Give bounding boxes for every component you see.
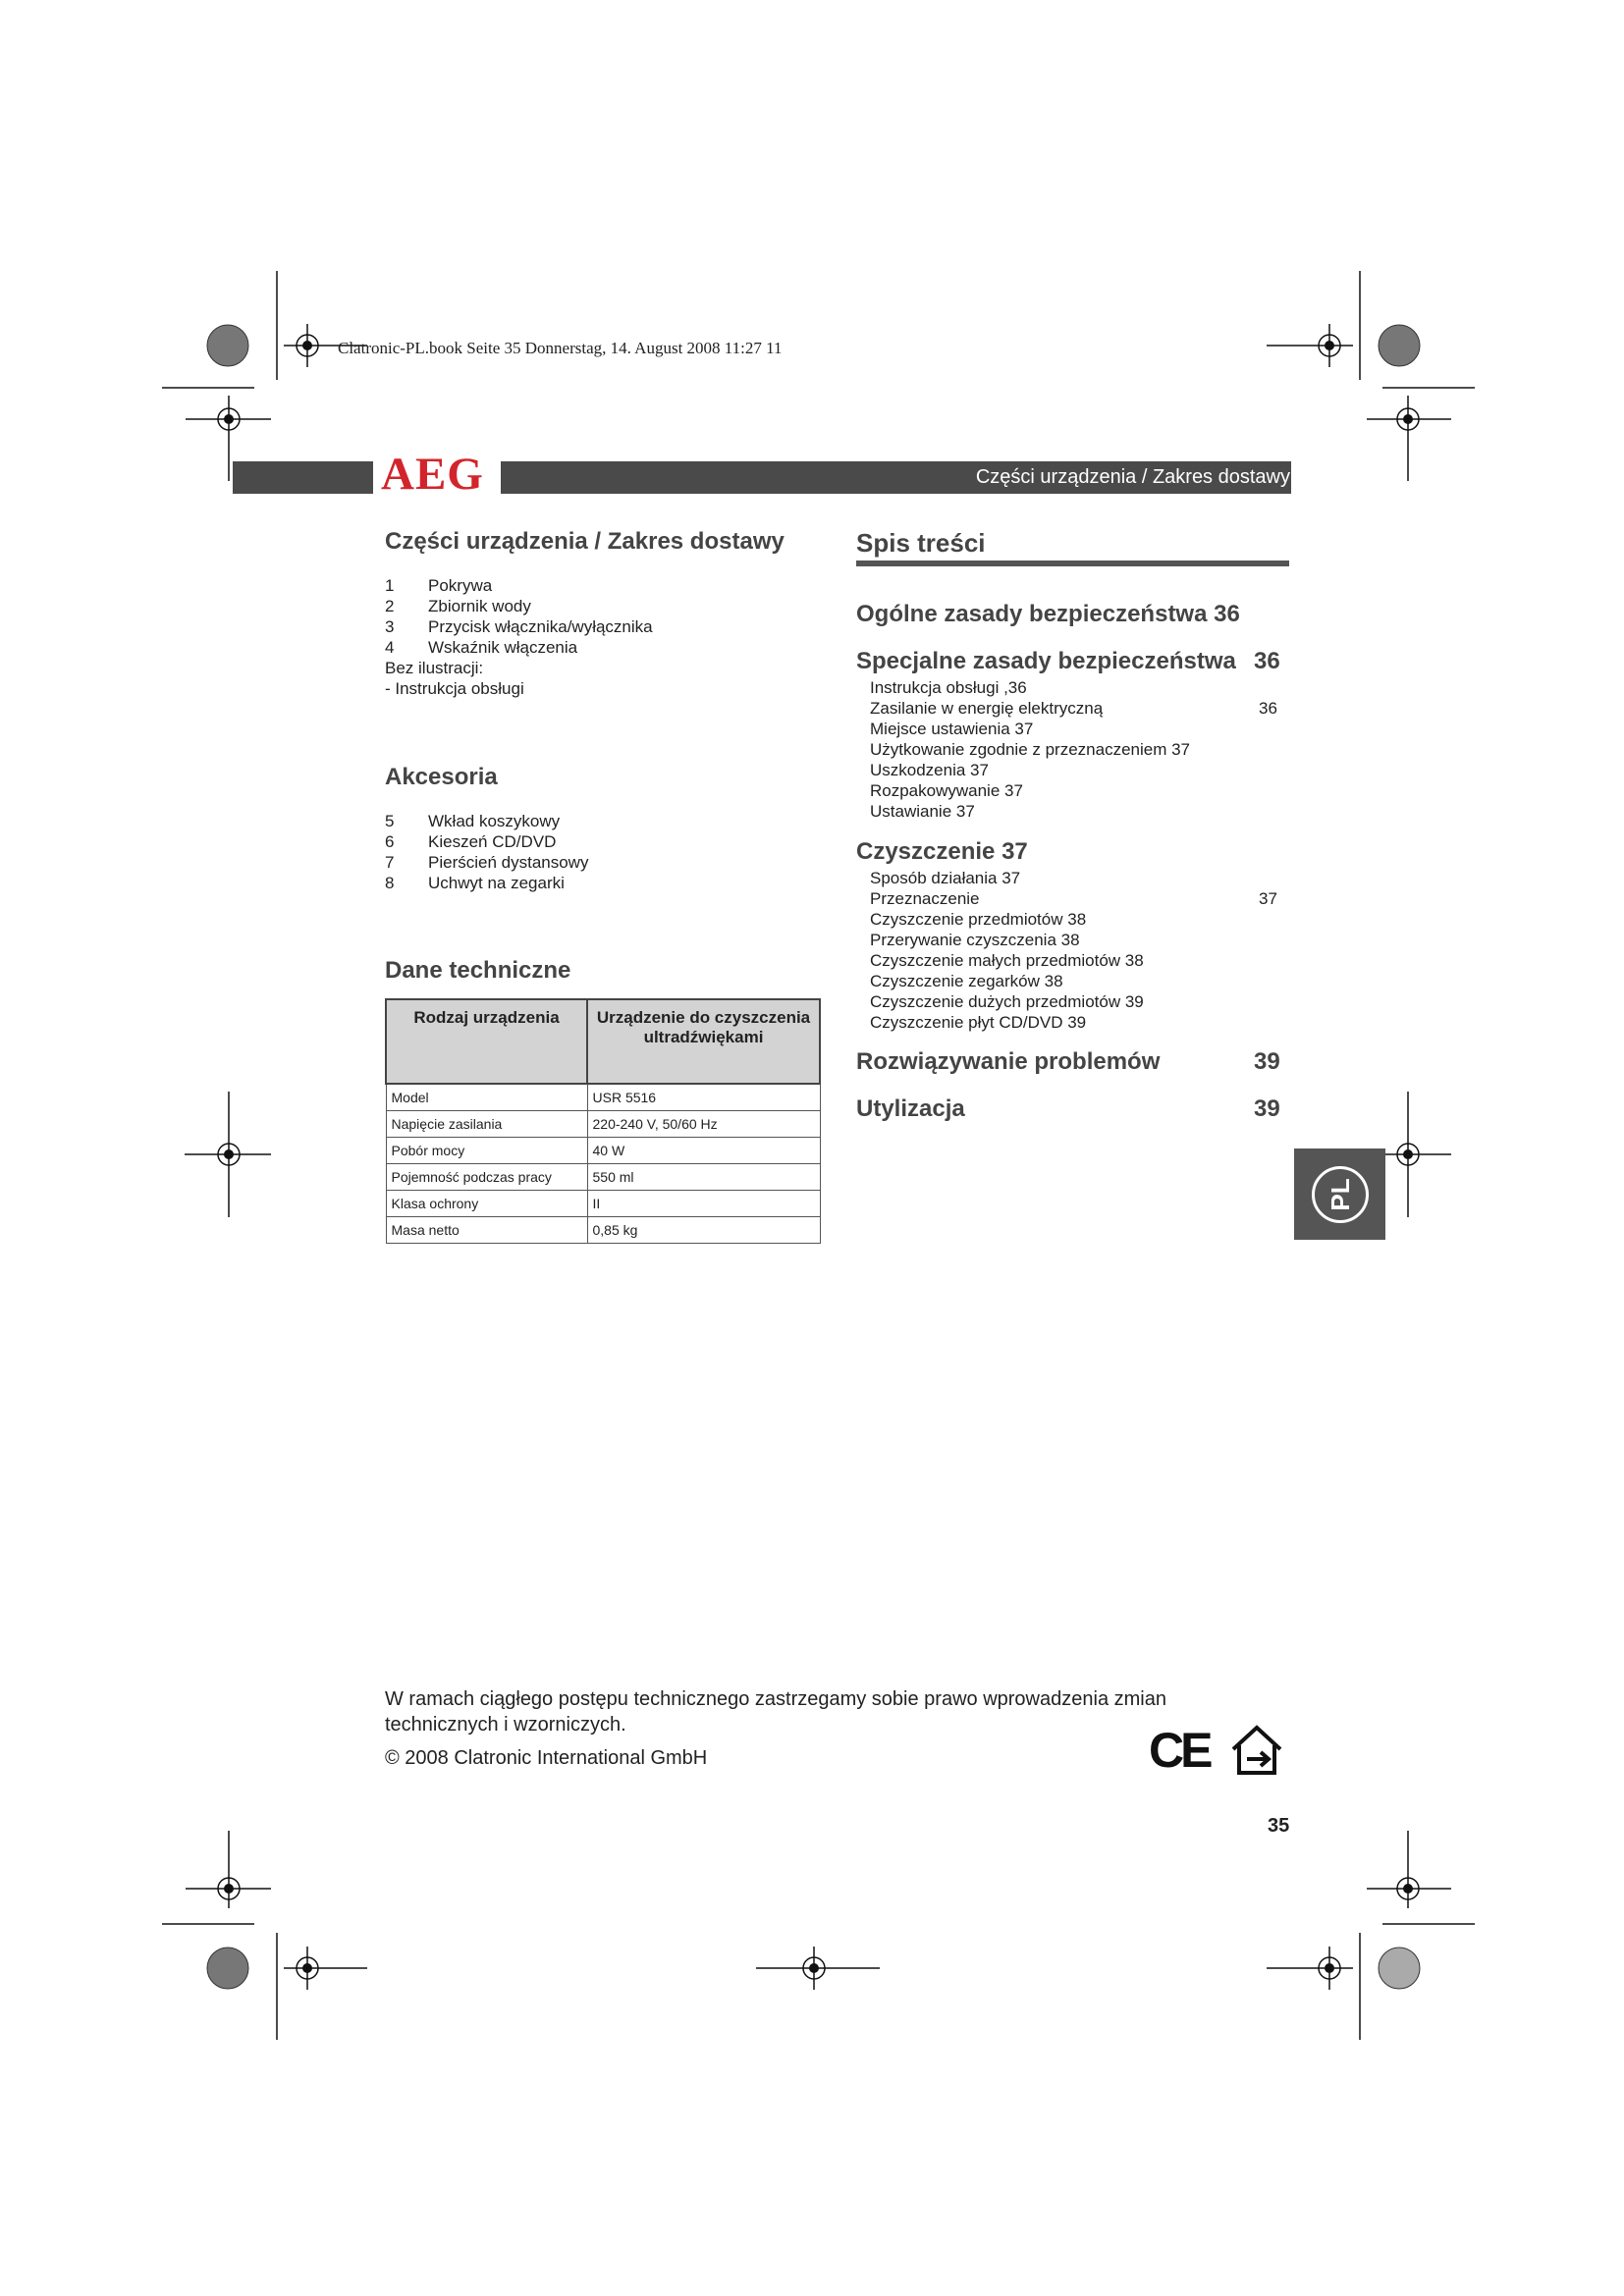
table-row: Masa netto 0,85 kg — [386, 1217, 820, 1244]
table-row: Pobór mocy 40 W — [386, 1138, 820, 1164]
footer-notice-line1: W ramach ciągłego postępu technicznego zastrzegamy sobie prawo wprowadzenia zmian — [385, 1688, 1166, 1710]
toc-section-special-safety[interactable]: Specjalne zasady bezpieczeństwa 36 — [856, 648, 1280, 674]
language-badge: PL — [1312, 1166, 1369, 1223]
parts-title: Części urządzenia / Zakres dostawy — [385, 528, 785, 555]
toc-item[interactable]: Czyszczenie dużych przedmiotów 39 — [870, 992, 1144, 1011]
parts-list — [385, 575, 653, 699]
toc-item[interactable]: Sposób działania 37 — [870, 869, 1021, 887]
toc-rule — [856, 561, 1289, 566]
list-item: 3 Przycisk włącznika/wyłącznika — [385, 617, 653, 636]
footer-notice-line2: technicznych i wzorniczych. — [385, 1714, 626, 1735]
ce-mark: CE — [1149, 1723, 1210, 1778]
toc-section-troubleshooting[interactable]: Rozwiązywanie problemów 39 — [856, 1048, 1280, 1075]
page-number: 35 — [1268, 1815, 1290, 1837]
list-item: 2 Zbiornik wody — [385, 597, 531, 615]
header-left: Rodzaj urządzenia — [386, 999, 587, 1084]
toc-item[interactable]: Przeznaczenie 37 — [870, 889, 1277, 908]
technical-table — [385, 998, 821, 1244]
toc-item[interactable]: Użytkowanie zgodnie z przeznaczeniem 37 — [870, 740, 1191, 759]
table-row: Klasa ochrony II — [386, 1191, 820, 1217]
toc-item[interactable]: Ustawianie 37 — [870, 802, 975, 821]
toc-item[interactable]: Instrukcja obsługi ,36 — [870, 678, 1027, 697]
header-title: Części urządzenia / Zakres dostawy — [975, 466, 1290, 488]
toc-item[interactable]: Czyszczenie zegarków 38 — [870, 972, 1063, 990]
toc-item[interactable]: Przerywanie czyszczenia 38 — [870, 931, 1080, 949]
list-item: 7 Pierścień dystansowy — [385, 853, 589, 872]
toc-item[interactable]: Zasilanie w energię elektryczną 36 — [870, 699, 1277, 718]
house-recycling-icon — [1227, 1722, 1286, 1777]
toc-title: Spis treści — [856, 528, 986, 558]
table-row: Model USR 5516 — [386, 1084, 820, 1111]
list-item: 5 Wkład koszykowy — [385, 812, 561, 830]
slug-line: Clatronic-PL.book Seite 35 Donnerstag, 14. August 2008 11:27 11 — [338, 339, 783, 357]
brand-logo: AEG — [381, 449, 484, 500]
technical-title: Dane techniczne — [385, 957, 571, 984]
accessories-list — [385, 811, 588, 893]
list-item: 4 Wskaźnik włączenia — [385, 638, 578, 657]
toc-section-cleaning[interactable]: Czyszczenie 37 — [856, 838, 1028, 865]
language-tab — [1294, 1148, 1385, 1240]
accessories-title: Akcesoria — [385, 764, 498, 790]
toc-section-disposal[interactable]: Utylizacja 39 — [856, 1095, 1280, 1122]
toc-item[interactable]: Czyszczenie przedmiotów 38 — [870, 910, 1087, 929]
toc-item[interactable]: Rozpakowywanie 37 — [870, 781, 1023, 800]
toc-section-general-safety[interactable]: Ogólne zasady bezpieczeństwa 36 — [856, 601, 1240, 627]
manual-item: - Instrukcja obsługi — [385, 679, 524, 698]
toc-item[interactable]: Czyszczenie małych przedmiotów 38 — [870, 951, 1144, 970]
toc-item[interactable]: Miejsce ustawienia 37 — [870, 720, 1034, 738]
toc-item[interactable]: Czyszczenie płyt CD/DVD 39 — [870, 1013, 1087, 1032]
no-illustration-label: Bez ilustracji: — [385, 659, 484, 677]
header-right: Urządzenie do czyszczenia ultradźwiękami — [587, 999, 820, 1084]
table-row: Napięcie zasilania 220-240 V, 50/60 Hz — [386, 1111, 820, 1138]
footer-copyright: © 2008 Clatronic International GmbH — [385, 1747, 708, 1769]
table-row: Pojemność podczas pracy 550 ml — [386, 1164, 820, 1191]
list-item: 1 Pokrywa — [385, 576, 493, 595]
list-item: 8 Uchwyt na zegarki — [385, 874, 565, 892]
toc-item[interactable]: Uszkodzenia 37 — [870, 761, 989, 779]
list-item: 6 Kieszeń CD/DVD — [385, 832, 557, 851]
table-header — [386, 999, 820, 1084]
